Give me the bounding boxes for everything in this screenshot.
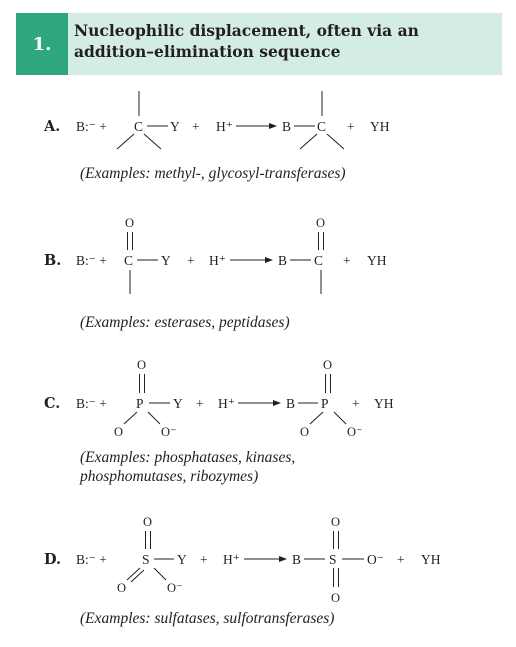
reaction-c-examples-line-1: (Examples: phosphatases, kinases,	[80, 449, 296, 466]
reaction-d-double-bond-o: O	[143, 515, 153, 529]
bond-d-sub-o-left-1	[127, 568, 140, 580]
reaction-d-label: D.	[44, 551, 62, 568]
reaction-d-examples: (Examples: sulfatases, sulfotransferases)	[80, 610, 335, 627]
reaction-d	[44, 515, 441, 605]
bond-c-prod-o-right	[334, 412, 346, 424]
reaction-d-plus-1: +	[200, 552, 208, 567]
reaction-c-substrate-atom: P	[136, 396, 144, 411]
reaction-b-byproduct: YH	[367, 253, 387, 268]
reaction-c-examples-line-2: phosphomutases, ribozymes)	[80, 468, 259, 485]
bond-c-sub-o-right	[148, 412, 160, 424]
reaction-a-substrate-atom: C	[134, 119, 144, 134]
reaction-c-sub-o-left: O	[114, 425, 124, 439]
reaction-b-product-o: O	[316, 216, 326, 230]
reaction-d-nucleophile: B:⁻ +	[76, 552, 107, 567]
reaction-d-product-o-right: O⁻	[367, 552, 384, 567]
reaction-a-proton: H⁺	[216, 119, 233, 134]
title-line-1: Nucleophilic displacement, often via an	[74, 21, 419, 40]
reaction-b-product-b: B	[278, 253, 288, 268]
reaction-d-product-o-top: O	[331, 515, 341, 529]
reaction-a-nucleophile: B:⁻ +	[76, 119, 107, 134]
reaction-c-prod-o-left: O	[300, 425, 310, 439]
reaction-d-byproduct: YH	[421, 552, 441, 567]
bond-a-sub-right	[144, 134, 161, 149]
reaction-c-label: C.	[44, 395, 61, 412]
reaction-c-product-o: O	[323, 358, 333, 372]
reaction-d-plus-2: +	[397, 552, 405, 567]
reaction-c-prod-o-right: O⁻	[347, 425, 363, 439]
reaction-b-double-bond-o: O	[125, 216, 135, 230]
reaction-b-proton: H⁺	[209, 253, 226, 268]
reaction-c-product-atom: P	[321, 396, 329, 411]
reaction-a-plus-2: +	[347, 119, 355, 134]
bond-c-sub-o-left	[124, 412, 137, 424]
reaction-d-product-o-bottom: O	[331, 591, 341, 605]
reaction-b-label: B.	[44, 252, 62, 269]
reaction-c-plus-1: +	[196, 396, 204, 411]
reaction-a-examples: (Examples: methyl-, glycosyl-transferases)	[80, 165, 346, 182]
reaction-c-leaving-group: Y	[173, 396, 183, 411]
reaction-b-nucleophile: B:⁻ +	[76, 253, 107, 268]
title-line-2: addition–elimination sequence	[74, 42, 341, 61]
reaction-a-leaving-group: Y	[170, 119, 180, 134]
reaction-d-proton: H⁺	[223, 552, 240, 567]
bond-d-sub-o-left-2	[131, 570, 144, 582]
reaction-a-byproduct: YH	[370, 119, 390, 134]
reaction-b-plus-1: +	[187, 253, 195, 268]
reaction-d-substrate-atom: S	[142, 552, 150, 567]
section-number: 1.	[32, 33, 52, 55]
reaction-b-product-atom: C	[314, 253, 324, 268]
bond-d-sub-o-right	[154, 568, 166, 580]
reaction-d-leaving-group: Y	[177, 552, 187, 567]
reaction-d-product-atom: S	[329, 552, 337, 567]
bond-a-prod-left	[300, 134, 317, 149]
reaction-a	[43, 91, 390, 149]
reaction-c-proton: H⁺	[218, 396, 235, 411]
reaction-c-plus-2: +	[352, 396, 360, 411]
reaction-b-examples: (Examples: esterases, peptidases)	[80, 314, 290, 331]
reaction-a-product-atom: C	[317, 119, 327, 134]
bond-c-prod-o-left	[310, 412, 323, 424]
reaction-c-nucleophile: B:⁻ +	[76, 396, 107, 411]
bond-a-prod-right	[327, 134, 344, 149]
bond-a-sub-left	[117, 134, 134, 149]
reaction-b-substrate-atom: C	[124, 253, 134, 268]
reaction-d-sub-o-left: O	[117, 581, 127, 595]
reaction-c-byproduct: YH	[374, 396, 394, 411]
reaction-b	[44, 216, 387, 294]
reaction-a-label: A.	[44, 118, 61, 135]
reaction-d-sub-o-right: O⁻	[167, 581, 183, 595]
reaction-c	[44, 358, 394, 439]
reaction-c-sub-o-right: O⁻	[161, 425, 177, 439]
reaction-b-leaving-group: Y	[161, 253, 171, 268]
reaction-c-examples	[80, 448, 295, 486]
reaction-b-plus-2: +	[343, 253, 351, 268]
reaction-c-double-bond-o: O	[137, 358, 147, 372]
reaction-a-product-b: B	[282, 119, 292, 134]
reaction-d-product-b: B	[292, 552, 302, 567]
reaction-c-product-b: B	[286, 396, 296, 411]
reaction-a-plus-1: +	[192, 119, 200, 134]
